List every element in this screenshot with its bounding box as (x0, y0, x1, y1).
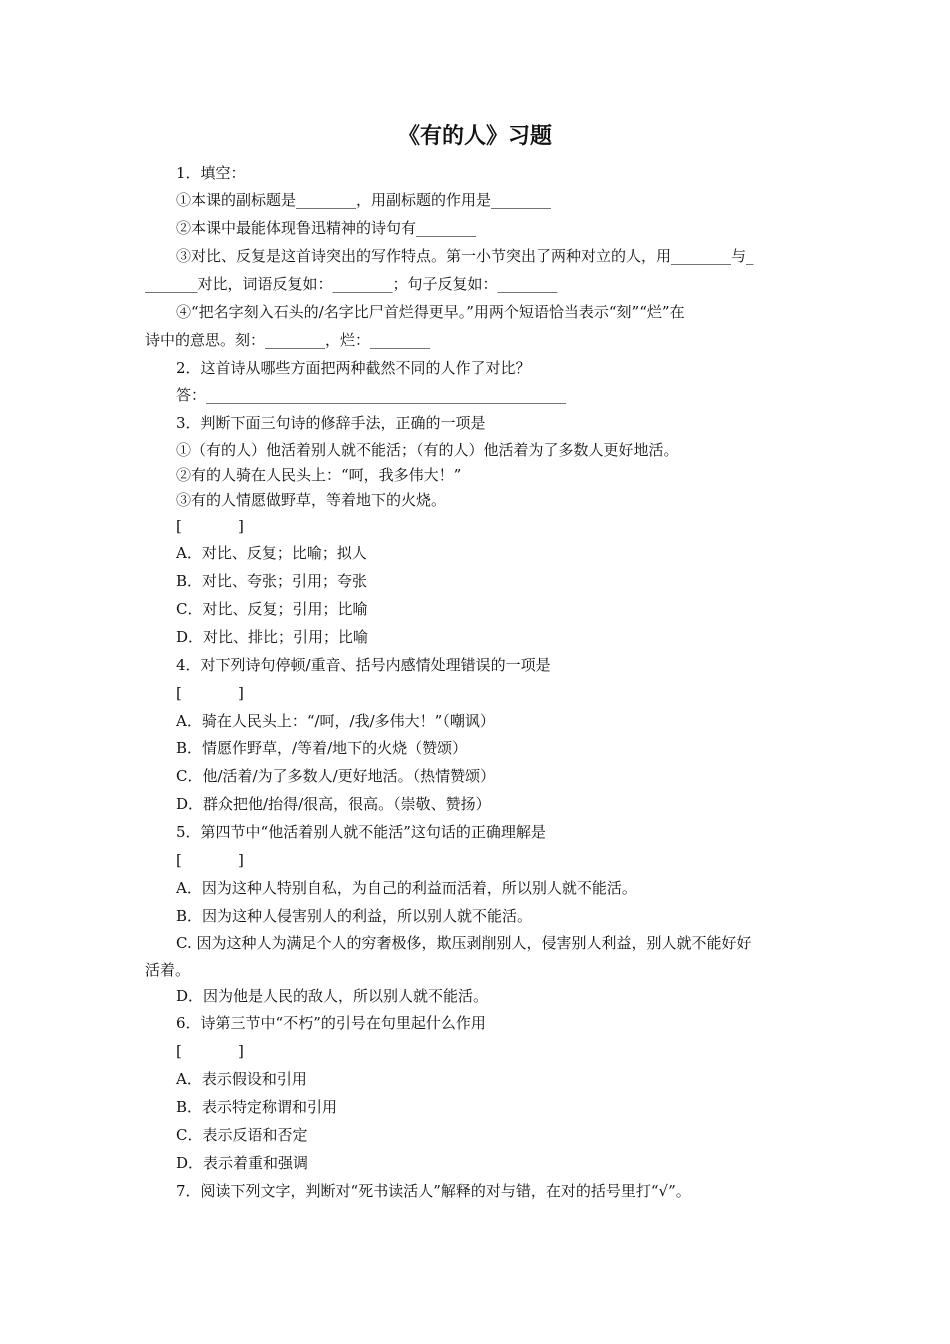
q4-option-c: C．他/活着/为了多数人/更好地活。（热情赞颂） (176, 767, 496, 785)
q3-sentence-1: ①（有的人）他活着别人就不能活；（有的人）他活着为了多数人更好地活。 (176, 441, 679, 459)
q1-item-4-cont: 诗中的意思。刻：________，烂：________ (145, 331, 431, 349)
q4-option-d: D．群众把他/抬得/很高，很高。（崇敬、赞扬） (176, 795, 491, 813)
document-title: 《有的人》习题 (397, 124, 552, 149)
q3-answer-bracket (176, 516, 256, 536)
q3-option-b: B．对比、夸张；引用；夸张 (176, 572, 368, 590)
bracket-open: [ (176, 1042, 182, 1060)
q5-heading: 5．第四节中“他活着别人就不能活”这句话的正确理解是 (176, 823, 546, 841)
q5-option-a: A．因为这种人特别自私，为自己的利益而活着，所以别人就不能活。 (176, 879, 637, 897)
q3-heading: 3．判断下面三句诗的修辞手法，正确的一项是 (176, 414, 486, 432)
bracket-close: ] (238, 1042, 244, 1060)
bracket-open: [ (176, 851, 182, 869)
q7-heading: 7．阅读下列文字，判断对“死书读活人”解释的对与错，在对的括号里打“√”。 (176, 1182, 691, 1200)
bracket-open: [ (176, 517, 182, 535)
q6-option-d: D．表示着重和强调 (176, 1154, 309, 1172)
q6-heading: 6．诗第三节中“不朽”的引号在句里起什么作用 (176, 1014, 486, 1032)
q1-item-1: ①本课的副标题是________，用副标题的作用是________ (176, 191, 552, 209)
q3-option-d: D．对比、排比；引用；比喻 (176, 628, 369, 646)
q4-heading: 4．对下列诗句停顿/重音、括号内感情处理错误的一项是 (176, 656, 551, 674)
q2-heading: 2．这首诗从哪些方面把两种截然不同的人作了对比？ (176, 359, 531, 377)
bracket-close: ] (238, 684, 244, 702)
bracket-close: ] (238, 517, 244, 535)
bracket-open: [ (176, 684, 182, 702)
q1-heading: 1．填空： (176, 164, 246, 182)
q5-option-c-cont: 活着。 (145, 961, 191, 979)
q5-option-d: D．因为他是人民的敌人，所以别人就不能活。 (176, 987, 489, 1005)
q1-item-2: ②本课中最能体现鲁迅精神的诗句有________ (176, 219, 477, 237)
q6-answer-bracket (176, 1041, 256, 1061)
q2-answer-line: 答：________________________________________________ (176, 386, 567, 404)
q1-item-3-cont: _______对比，词语反复如：________；句子反复如：________ (145, 275, 558, 293)
q6-option-b: B．表示特定称谓和引用 (176, 1098, 338, 1116)
q5-option-c: C. 因为这种人为满足个人的穷奢极侈，欺压剥削别人，侵害别人利益，别人就不能好好 (176, 934, 752, 952)
q4-answer-bracket (176, 683, 256, 703)
q5-option-b: B．因为这种人侵害别人的利益，所以别人就不能活。 (176, 907, 533, 925)
q6-option-c: C．表示反语和否定 (176, 1126, 308, 1144)
q3-option-c: C．对比、反复；引用；比喻 (176, 600, 368, 618)
q4-option-b: B．情愿作野草，/等着/地下的火烧（赞颂） (176, 739, 468, 757)
bracket-close: ] (238, 851, 244, 869)
q1-item-4: ④“把名字刻入石头的/名字比尸首烂得更早。”用两个短语恰当表示“刻”“烂”在 (176, 303, 685, 321)
q1-item-3: ③对比、反复是这首诗突出的写作特点。第一小节突出了两种对立的人，用________与_ (176, 247, 754, 265)
q3-option-a: A．对比、反复；比喻；拟人 (176, 544, 367, 562)
q6-option-a: A．表示假设和引用 (176, 1070, 307, 1088)
q3-sentence-3: ③有的人情愿做野草，等着地下的火烧。 (176, 491, 447, 509)
q3-sentence-2: ②有的人骑在人民头上：“呵，我多伟大！” (176, 466, 462, 484)
q4-option-a: A．骑在人民头上：“/呵，/我/多伟大！”（嘲讽） (176, 712, 495, 730)
q5-answer-bracket (176, 850, 256, 870)
